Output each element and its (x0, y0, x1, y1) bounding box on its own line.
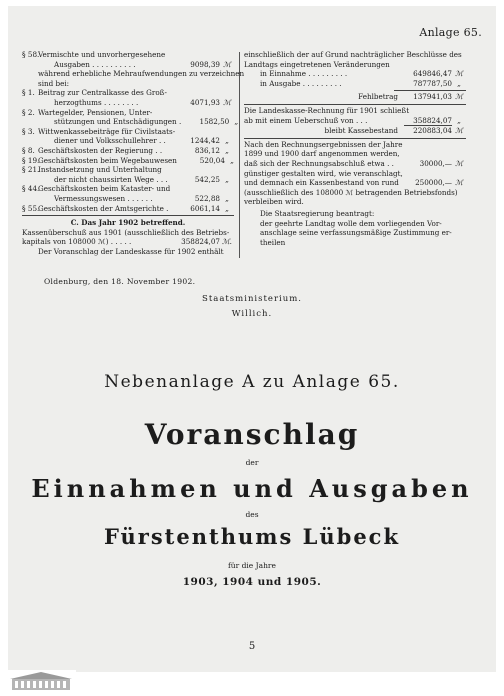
connector-fuer: für die Jahre (228, 561, 276, 570)
kassenbestand-label: und demnach ein Kassenbestand von rund (244, 178, 399, 188)
text-line: (ausschließlich des 108000 ℳ betragenden Betriebsfonds) (244, 187, 458, 197)
text-line: Nach den Rechnungsergebnissen der Jahre (244, 139, 403, 149)
antrag-heading: Die Staatsregierung beantragt: (260, 208, 375, 218)
row-amount: 522,88 (194, 193, 220, 203)
rule (244, 104, 466, 105)
ledger-row (22, 136, 234, 146)
title-years: 1903, 1904 und 1905. (182, 576, 322, 588)
left-column (22, 50, 245, 256)
ledger-row (22, 69, 245, 79)
paragraph-number: § 44. (22, 184, 40, 194)
currency-sign: ℳ (455, 92, 463, 102)
kassebestand-label: bleibt Kassebestand (324, 126, 398, 136)
paragraph-number: § 19. (22, 155, 40, 165)
currency-sign: „ (225, 145, 229, 155)
kassebestand-row (244, 126, 466, 136)
paragraph-number: § 3. (22, 126, 35, 136)
ledger-row (22, 146, 234, 156)
left-rows (22, 50, 245, 213)
row-text: diener und Volksschullehrer . . (54, 136, 166, 146)
ledger-row (22, 156, 234, 166)
connector-der: der (245, 458, 259, 467)
row-amount: 6061,14 (190, 203, 220, 213)
ledger-row (22, 228, 234, 238)
place-date: Oldenburg, den 18. November 1902. (44, 277, 196, 286)
paragraph-number: § 2. (22, 107, 35, 117)
row-amount: 836,12 (194, 145, 220, 155)
row-text: Geschäftskosten beim Kataster- und (38, 184, 171, 194)
row-text: Vermessungswesen . . . . . . (54, 193, 153, 203)
row-amount: 1582,50 (199, 117, 230, 127)
currency-sign: „ (225, 136, 229, 146)
currency-sign: ℳ (455, 126, 463, 136)
row-amount: 358824,07 (181, 237, 220, 247)
paragraph-number: § 58. (22, 50, 40, 59)
row-amount: 520,04 (199, 155, 225, 165)
row-amount: 1244,42 (190, 136, 220, 146)
row-text: stützungen und Entschädigungen . (54, 117, 182, 127)
ledger-row (22, 165, 234, 175)
title-voranschlag: Voranschlag (144, 418, 360, 451)
rechnungsabschluss-label: daß sich der Rechnungsabschluß etwa . . (244, 158, 394, 168)
page-number: 5 (248, 641, 256, 652)
paragraph-number: § 8. (22, 145, 35, 155)
fehlbetrag-row (244, 92, 466, 102)
ueberschuss-row (244, 116, 466, 127)
signature-name: Willich. (231, 309, 273, 319)
text-line: verbleiben wird. (244, 197, 304, 207)
row-text: Ausgaben . . . . . . . . . . (54, 59, 136, 69)
currency-sign: „ (457, 115, 461, 125)
currency-sign: „ (225, 193, 229, 203)
section-c-heading: C. Das Jahr 1902 betreffend. (70, 218, 186, 228)
connector-des: des (245, 510, 259, 519)
row-text: Geschäftskosten der Amtsgerichte . (38, 203, 169, 213)
intro-line: Landtags eingetretenen Veränderungen (244, 59, 390, 69)
rule (244, 138, 466, 139)
fehlbetrag-amount: 137941,03 (413, 92, 452, 102)
ledger-row (22, 184, 234, 194)
currency-sign: „ (457, 78, 461, 88)
row-text: Wartegelder, Pensionen, Unter- (38, 107, 153, 117)
row-text: Kassenüberschuß aus 1901 (ausschließlich des Betriebs- (22, 227, 230, 237)
currency-sign: ℳ (455, 178, 463, 188)
ledger-row (22, 50, 234, 60)
kassebestand-amount: 220883,04 (413, 126, 452, 136)
row-text: in Ausgabe . . . . . . . . . (260, 78, 342, 88)
ledger-row (22, 60, 234, 70)
row-text: herzogthums . . . . . . . . (54, 97, 139, 107)
text-line: günstiger gestalten wird, wie veranschlagt, (244, 168, 403, 178)
kassenbestand-amount: 250000,— (415, 178, 452, 188)
ledger-row (22, 204, 234, 214)
antrag-line: theilen (260, 237, 286, 247)
row-text: in Einnahme . . . . . . . . . (260, 69, 348, 79)
rule (394, 90, 466, 91)
row-text: Wittwenkassebeiträge für Civilstaats- (38, 126, 176, 136)
ledger-row (22, 98, 234, 108)
rechnung-line: Die Landeskasse-Rechnung für 1901 schließt (244, 105, 410, 115)
paragraph-number: § 21. (22, 165, 40, 175)
kassenbestand-row (244, 178, 466, 188)
paragraph-number: § 55. (22, 203, 40, 213)
row-amount: 649846,47 (413, 69, 452, 79)
intro-line: einschließlich der auf Grund nachträglicher Beschlüsse des (244, 50, 462, 59)
right-column (244, 50, 466, 247)
ledger-row (22, 194, 234, 204)
title-einnahmen-ausgaben: Einnahmen und Ausgaben (31, 474, 473, 503)
antrag-line: der geehrte Landtag wolle dem vorliegenden Vor- (260, 218, 442, 228)
row-amount: 542,25 (194, 174, 220, 184)
ledger-row (260, 69, 466, 79)
currency-sign: „ (230, 155, 234, 165)
ueberschuss-amount: 358824,07 (404, 116, 452, 127)
row-text: Geschäftskosten der Regierung . . (38, 145, 163, 155)
row-text: Beitrag zur Centralkasse des Groß- (38, 88, 167, 98)
row-amount: 9098,39 (190, 59, 220, 69)
row-text: der nicht chaussirten Wege . . . (54, 174, 168, 184)
library-building-icon (6, 670, 76, 692)
ledger-row (22, 88, 234, 98)
rechnungsabschluss-row (244, 159, 466, 169)
row-amount: 4071,93 (190, 97, 220, 107)
row-text: Vermischte und unvorhergesehene (38, 50, 166, 59)
currency-sign: ℳ (223, 97, 231, 107)
ledger-row (22, 127, 234, 137)
ledger-row (22, 247, 234, 257)
row-text: während erhebliche Mehraufwendungen zu verzeichnen (38, 69, 245, 79)
totals-rows (244, 69, 466, 88)
ledger-row (22, 117, 239, 127)
currency-sign: ℳ (455, 158, 463, 168)
ledger-row (260, 79, 466, 89)
title-fuerstenthum: Fürstenthums Lübeck (103, 524, 401, 549)
currency-sign: ℳ. (222, 237, 232, 247)
column-divider (239, 52, 240, 258)
row-text: Geschäftskosten beim Wegebauwesen (38, 155, 177, 165)
text-line: 1899 und 1900 darf angenommen werden, (244, 149, 400, 159)
section-c-rows (22, 228, 234, 257)
ledger-row (22, 79, 234, 89)
row-text: kapitals von 108000 ℳ) . . . . . (22, 237, 132, 247)
signature-ministry: Staatsministerium. (202, 294, 302, 304)
ledger-row (22, 237, 234, 247)
antrag-line: anschlage seine verfassungsmäßige Zustimmung er- (260, 228, 452, 238)
rule (22, 215, 234, 216)
rechnungsabschluss-amount: 30000,— (419, 158, 452, 168)
row-text: Der Voranschlag der Landeskasse für 1902 enthält (38, 246, 224, 256)
row-text: Instandsetzung und Unterhaltung (38, 165, 162, 175)
currency-sign: „ (225, 174, 229, 184)
currency-sign: ℳ (223, 59, 231, 69)
ledger-row (22, 108, 234, 118)
ueberschuss-label: ab mit einem Ueberschuß von . . . (244, 115, 368, 125)
subtitle-annex: Nebenanlage A zu Anlage 65. (104, 372, 400, 392)
fehlbetrag-label: Fehlbetrag (358, 92, 398, 102)
currency-sign: „ (225, 203, 229, 213)
paragraph-number: § 1. (22, 88, 35, 98)
currency-sign: ℳ (455, 69, 463, 79)
currency-sign: „ (234, 117, 239, 127)
ledger-row (22, 175, 234, 185)
row-amount: 787787,50 (413, 78, 452, 88)
row-text: sind bei: (38, 78, 70, 88)
page-header: Anlage 65. (419, 26, 482, 39)
